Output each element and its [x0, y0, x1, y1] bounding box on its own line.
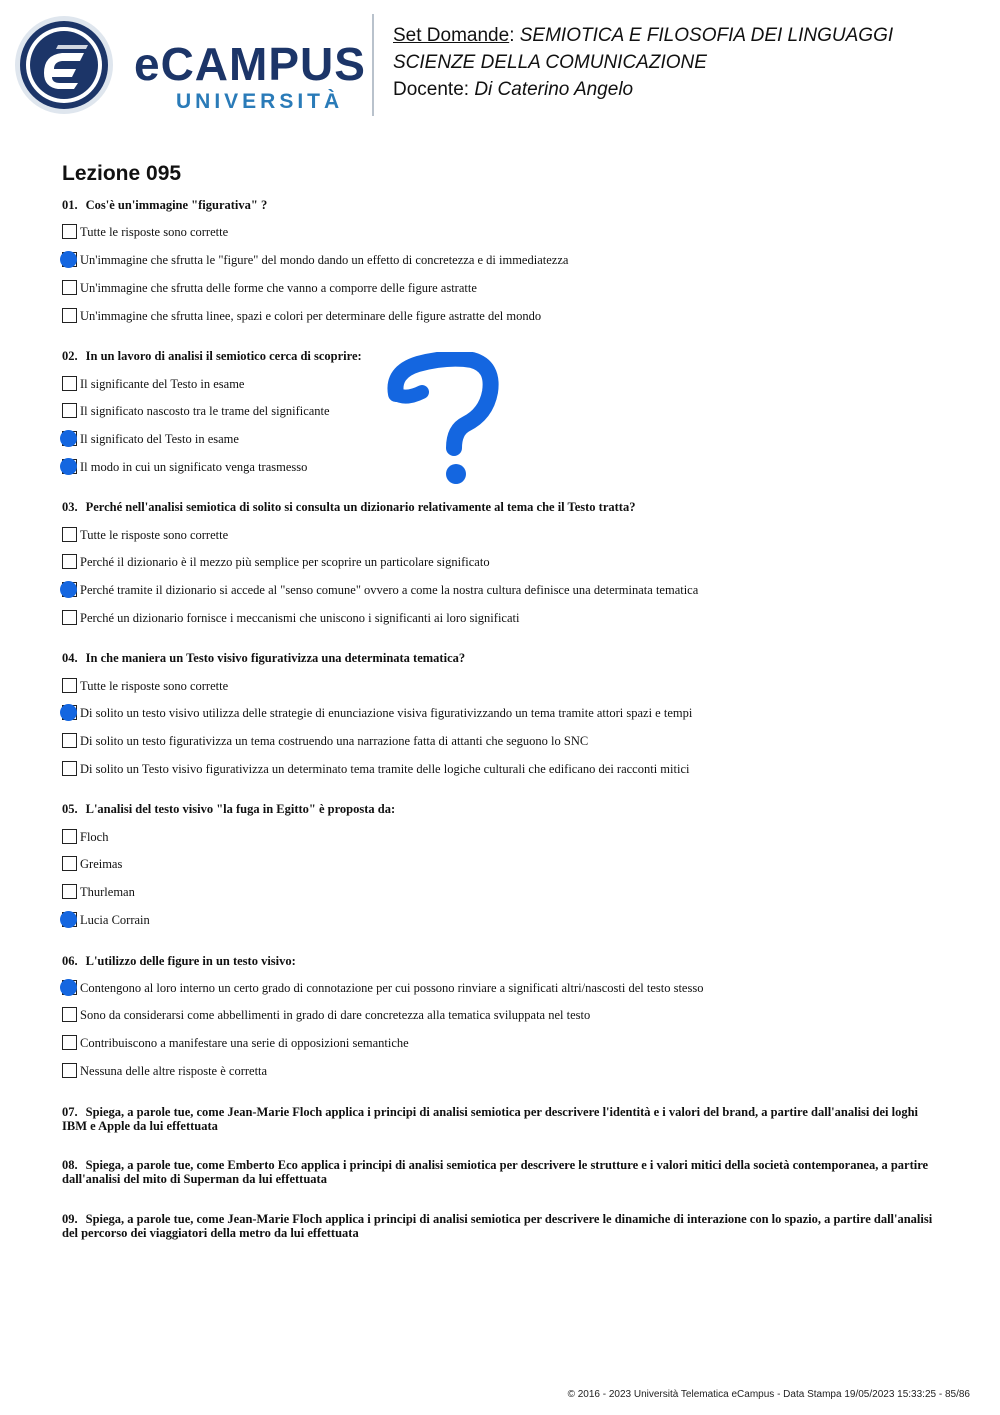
header-divider: [372, 14, 374, 116]
question-title: 03. Perché nell'analisi semiotica di solito si consulta un dizionario relativamente al tema che il Testo tratta?: [62, 500, 636, 514]
course-line-3: [393, 76, 893, 103]
page-header: [0, 0, 1000, 130]
question-title: 05. L'analisi del testo visivo "la fuga in Egitto" è proposta da:: [62, 802, 396, 816]
selected-mark: [60, 704, 77, 721]
selected-mark: [60, 458, 77, 475]
checkbox[interactable]: [62, 884, 77, 899]
ecampus-logo: [14, 15, 374, 115]
set-label: Set Domande: [393, 25, 510, 46]
logo-subtitle: UNIVERSITÀ: [176, 90, 344, 113]
logo-wordmark: eCAMPUS: [134, 38, 366, 90]
checkbox[interactable]: [62, 224, 77, 239]
checkbox[interactable]: [62, 856, 77, 871]
selected-mark: [60, 251, 77, 268]
checkbox[interactable]: [62, 610, 77, 625]
ecampus-seal-icon: [14, 15, 114, 115]
question-title: 02. In un lavoro di analisi il semiotico cerca di scoprire:: [62, 349, 362, 363]
selected-mark: [60, 911, 77, 928]
question-title: 04. In che maniera un Testo visivo figurativizza una determinata tematica?: [62, 651, 466, 665]
page-footer: © 2016 - 2023 Università Telematica eCampus - Data Stampa 19/05/2023 15:33:25 - 85/86: [567, 1389, 970, 1400]
lesson-title: Lezione 095: [62, 162, 182, 185]
selected-mark: [60, 430, 77, 447]
teacher-label: Docente:: [393, 79, 470, 100]
course-line-2: [393, 49, 893, 76]
open-question: 08. Spiega, a parole tue, come Emberto Eco applica i principi di analisi semiotica per descrivere le strutture e i valori mitici della società contemporanea, a partire dall'analisi del mito di Superman da lui effettuata: [62, 1158, 929, 1186]
question-mark-icon: [386, 352, 502, 486]
checkbox[interactable]: [62, 678, 77, 693]
checkbox[interactable]: [62, 1035, 77, 1050]
checkbox[interactable]: [62, 376, 77, 391]
checkbox[interactable]: [62, 829, 77, 844]
checkbox[interactable]: [62, 1007, 77, 1022]
checkbox[interactable]: [62, 1063, 77, 1078]
checkbox[interactable]: [62, 527, 77, 542]
checkbox[interactable]: [62, 554, 77, 569]
open-question: 09. Spiega, a parole tue, come Jean-Marie Floch applica i principi di analisi semiotica per descrivere le dinamiche di interazione con lo spazio, a partire dall'analisi del percorso dei viaggiatori della metro da lui effettuata: [62, 1212, 933, 1240]
selected-mark: [60, 979, 77, 996]
open-question: 07. Spiega, a parole tue, come Jean-Marie Floch applica i principi di analisi semiotica per descrivere l'identità e i valori del brand, a partire dall'analisi dei loghi IBM e Apple da lui effettuata: [62, 1105, 919, 1133]
checkbox[interactable]: [62, 403, 77, 418]
question-title: 01. Cos'è un'immagine "figurativa" ?: [62, 198, 268, 212]
question-title: 06. L'utilizzo delle figure in un testo visivo:: [62, 954, 296, 968]
course-faculty: SCIENZE DELLA COMUNICAZIONE: [393, 52, 707, 73]
selected-mark: [60, 581, 77, 598]
checkbox[interactable]: [62, 308, 77, 323]
course-line-1: Set Domande: SEMIOTICA E FILOSOFIA DEI LINGUAGGI: [393, 25, 894, 46]
checkbox[interactable]: [62, 761, 77, 776]
course-info: [393, 22, 893, 103]
teacher-name: Di Caterino Angelo: [474, 79, 634, 100]
checkbox[interactable]: [62, 280, 77, 295]
course-name: SEMIOTICA E FILOSOFIA DEI LINGUAGGI: [519, 25, 894, 46]
checkbox[interactable]: [62, 733, 77, 748]
